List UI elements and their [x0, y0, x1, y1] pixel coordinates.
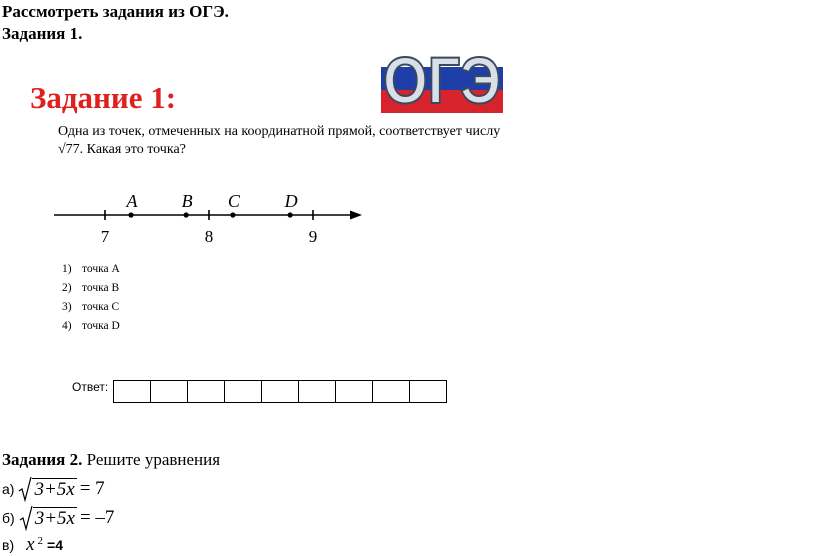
oge-logo [381, 43, 503, 117]
answer-cell[interactable] [187, 381, 224, 402]
problem-text [58, 123, 500, 159]
point-label: C [227, 191, 240, 211]
svg-text:ОГЭ: ОГЭ [383, 43, 501, 117]
equation-label: а) [2, 481, 15, 497]
sqrt-sign [18, 476, 32, 502]
option-text: точка C [82, 301, 120, 313]
equation-c [2, 534, 63, 556]
equation-base: x [26, 534, 35, 555]
header-line-1: Рассмотреть задания из ОГЭ. [2, 2, 229, 21]
problem-line-1: Одна из точек, отмеченных на координатной прямой, соответствует числу [58, 124, 501, 139]
tick-label: 7 [100, 227, 110, 246]
point-a [128, 212, 133, 217]
radicand: 3+5x [34, 507, 75, 529]
equation-a [2, 476, 105, 502]
tick-label: 8 [204, 227, 214, 246]
option-text: точка B [82, 282, 120, 294]
answer-cell[interactable] [114, 381, 150, 402]
option-3[interactable] [62, 301, 120, 320]
point-c [230, 212, 235, 217]
axis-arrow [350, 211, 362, 220]
equation-rhs: = –7 [79, 507, 115, 528]
option-text: точка A [82, 263, 120, 275]
answer-cell[interactable] [335, 381, 372, 402]
option-number: 4) [62, 320, 72, 332]
option-text: точка D [82, 320, 120, 332]
answer-cell[interactable] [261, 381, 298, 402]
radicand: 3+5x [34, 478, 75, 500]
equation-b [2, 505, 114, 531]
task-1-title: Задание 1: [30, 80, 177, 115]
task-2-heading [2, 450, 220, 470]
answer-grid[interactable] [113, 380, 447, 403]
point-d [288, 212, 293, 217]
answer-label: Ответ: [72, 380, 109, 394]
tick-label: 9 [308, 227, 318, 246]
answer-cell[interactable] [372, 381, 409, 402]
answer-cell[interactable] [150, 381, 187, 402]
option-number: 1) [62, 263, 72, 275]
answer-options [62, 263, 120, 339]
header-line-2: Задания 1. [2, 24, 83, 43]
answer-cell[interactable] [409, 381, 446, 402]
equation-rhs: =4 [47, 537, 64, 553]
option-2[interactable] [62, 282, 120, 301]
option-4[interactable] [62, 320, 120, 339]
option-number: 3) [62, 301, 72, 313]
problem-line-2: √77. Какая это точка? [58, 142, 186, 157]
point-label: D [284, 191, 298, 211]
point-b [184, 212, 189, 217]
point-label: A [126, 191, 138, 211]
answer-cell[interactable] [224, 381, 261, 402]
option-number: 2) [62, 282, 72, 294]
number-line [50, 186, 370, 246]
answer-cell[interactable] [298, 381, 335, 402]
sqrt-sign [19, 505, 33, 531]
equation-exponent: 2 [37, 535, 44, 547]
point-label: B [181, 191, 193, 211]
task-2-title: Задания 2. [2, 450, 83, 469]
task-2-instruction: Решите уравнения [86, 450, 221, 469]
equation-rhs: = 7 [79, 478, 105, 499]
equation-label: в) [2, 537, 15, 553]
equation-label: б) [2, 510, 15, 526]
option-1[interactable] [62, 263, 120, 282]
